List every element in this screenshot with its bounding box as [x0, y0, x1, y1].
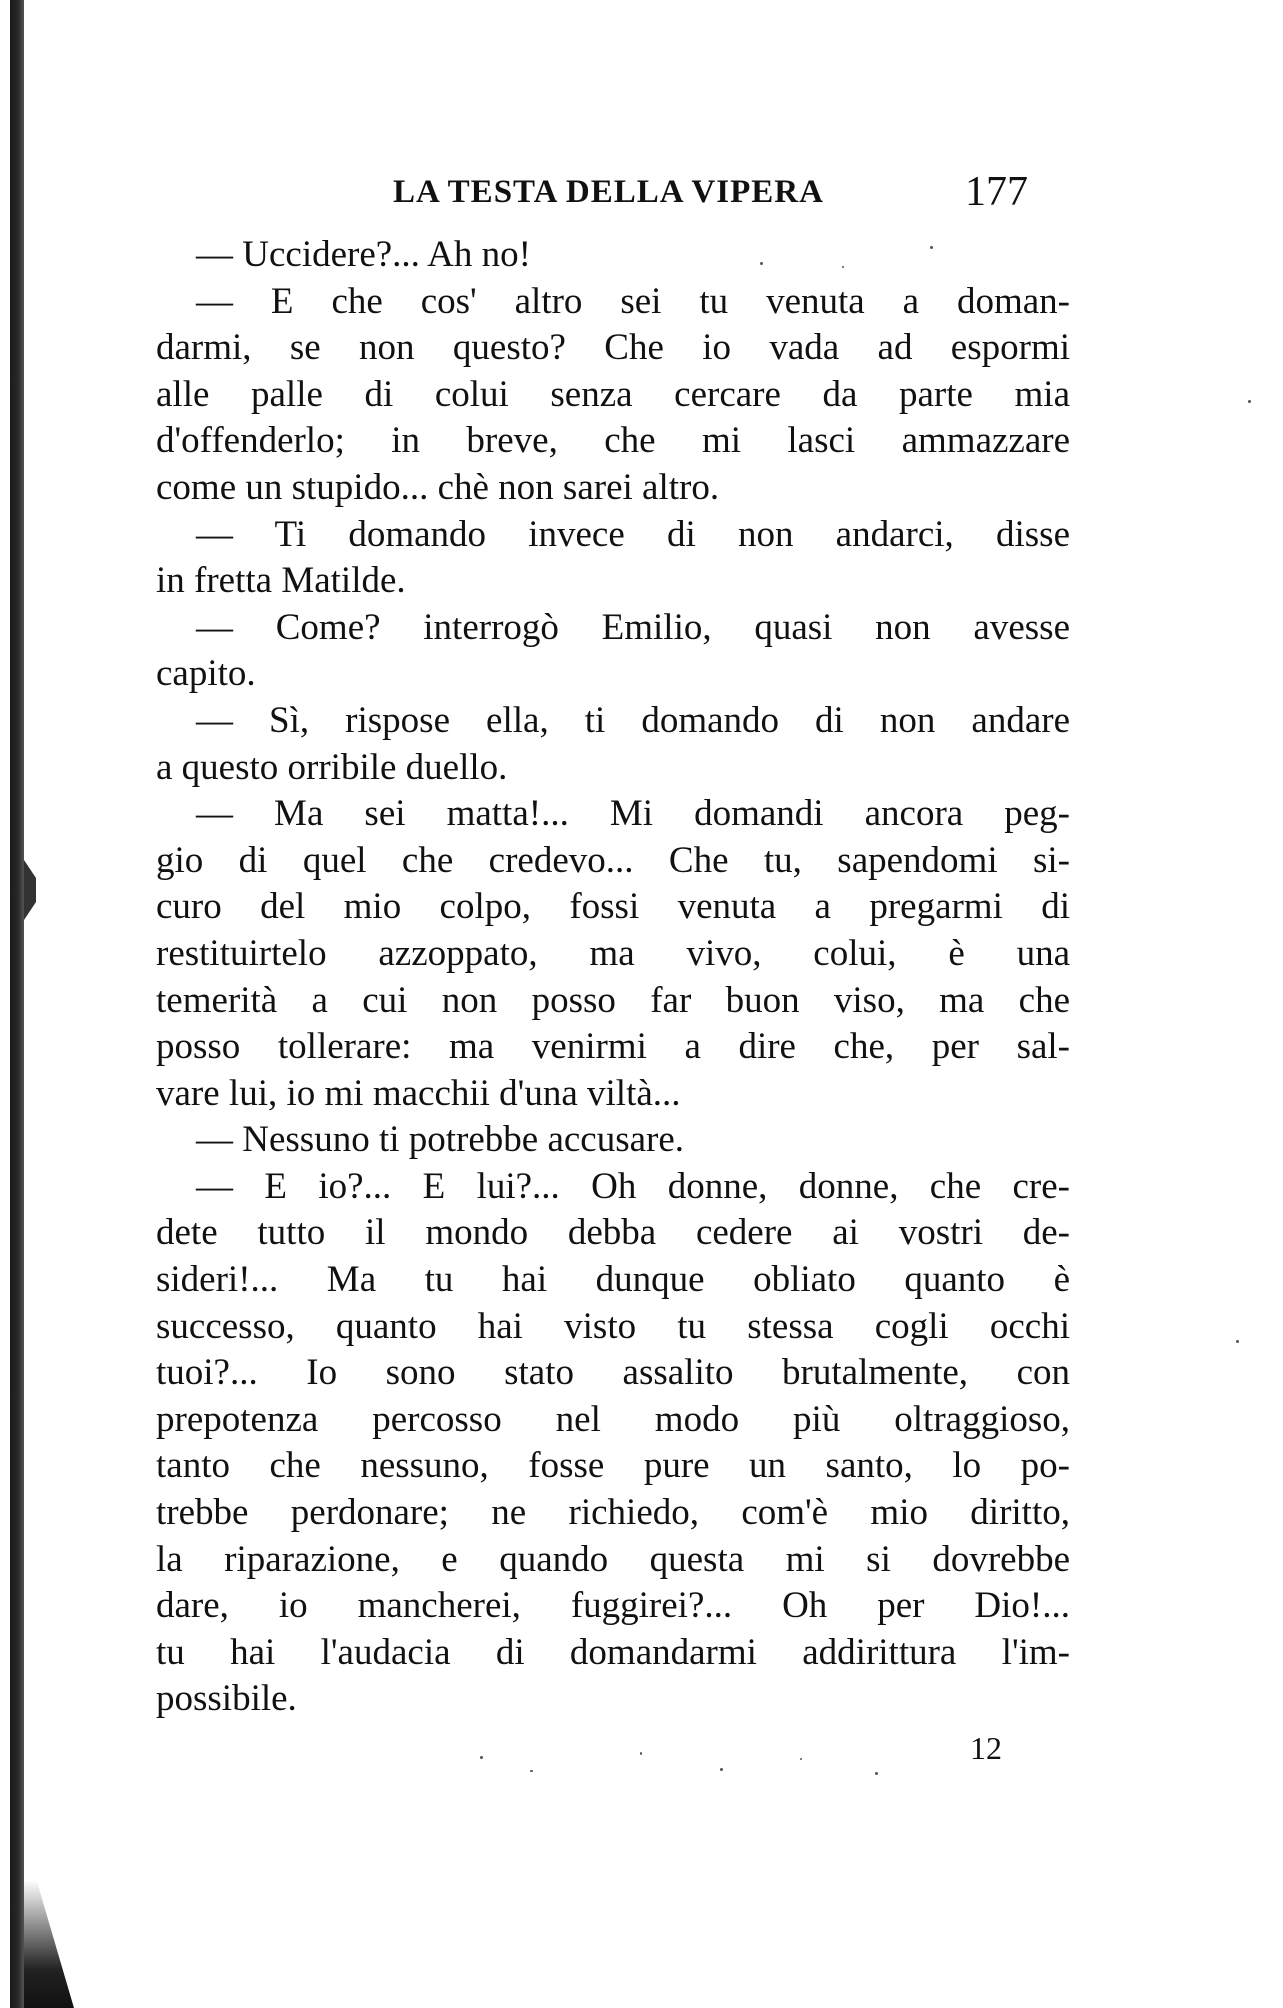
text-line: tu hai l'audacia di domandarmi addirittura l'im-: [156, 1631, 1070, 1673]
text-line: darmi, se non questo? Che io vada ad espormi: [156, 327, 1070, 369]
text-line: come un stupido... chè non sarei altro.: [156, 466, 720, 508]
scan-speck: [720, 1768, 723, 1771]
text-line: sideri!... Ma tu hai dunque obliato quanto è: [156, 1259, 1070, 1301]
scan-speck: [842, 266, 844, 268]
text-line: d'offenderlo; in breve, che mi lasci ammazzare: [156, 420, 1070, 462]
text-line: curo del mio colpo, fossi venuta a pregarmi di: [156, 886, 1070, 928]
page-header: [158, 168, 1028, 228]
text-line: dare, io mancherei, fuggirei?... Oh per Dio!...: [156, 1585, 1070, 1627]
text-line: vare lui, io mi macchii d'una viltà...: [156, 1072, 681, 1114]
text-line: temerità a cui non posso far buon viso, ma che: [156, 979, 1070, 1021]
text-line: capito.: [156, 653, 256, 695]
text-line: — E io?... E lui?... Oh donne, donne, che cre-: [196, 1165, 1070, 1207]
scan-speck: [1236, 1340, 1239, 1343]
text-line: — Ma sei matta!... Mi domandi ancora peg-: [196, 793, 1070, 835]
text-line: la riparazione, e quando questa mi si dovrebbe: [156, 1538, 1070, 1580]
scan-speck: [875, 1772, 878, 1775]
scan-speck: [480, 1756, 483, 1759]
text-line: successo, quanto hai visto tu stessa cogli occhi: [156, 1305, 1070, 1347]
text-line: dete tutto il mondo debba cedere ai vostri de-: [156, 1212, 1070, 1254]
body-text: [156, 232, 1070, 1723]
text-line: — Ti domando invece di non andarci, disse: [196, 513, 1070, 555]
text-line: restituirtelo azzoppato, ma vivo, colui, è una: [156, 932, 1070, 974]
text-line: posso tollerare: ma venirmi a dire che, per sal-: [156, 1026, 1070, 1068]
text-line: — Sì, rispose ella, ti domando di non andare: [196, 699, 1070, 741]
text-line: gio di quel che credevo... Che tu, sapendomi si-: [156, 839, 1070, 881]
text-line: alle palle di colui senza cercare da parte mia: [156, 373, 1070, 415]
scan-speck: [760, 262, 763, 265]
binding-notch: [24, 860, 36, 920]
scan-speck: [530, 1770, 533, 1772]
text-line: — Uccidere?... Ah no!: [196, 234, 531, 275]
text-line: — Nessuno ti potrebbe accusare.: [196, 1119, 685, 1161]
binding-spine: [10, 0, 24, 2008]
scan-speck: [930, 246, 933, 249]
signature-mark: 12: [970, 1730, 1002, 1766]
scan-speck: [1248, 400, 1251, 403]
text-line: trebbe perdonare; ne richiedo, com'è mio diritto,: [156, 1492, 1070, 1534]
text-line: in fretta Matilde.: [156, 560, 406, 602]
scan-speck: [800, 1758, 802, 1760]
text-line: — E che cos' altro sei tu venuta a doman-: [196, 280, 1070, 322]
text-line: tuoi?... Io sono stato assalito brutalmente, con: [156, 1352, 1070, 1394]
text-line: — Come? interrogò Emilio, quasi non avesse: [196, 606, 1070, 648]
binding-flare: [24, 1880, 74, 2008]
scan-speck: [640, 1752, 642, 1755]
running-title: LA TESTA DELLA VIPERA: [393, 174, 824, 210]
page-number: 177: [965, 169, 1028, 215]
text-line: tanto che nessuno, fosse pure un santo, lo po-: [156, 1445, 1070, 1487]
text-line: possibile.: [156, 1678, 297, 1720]
text-line: prepotenza percosso nel modo più oltraggioso,: [156, 1398, 1070, 1440]
text-line: a questo orribile duello.: [156, 746, 508, 788]
